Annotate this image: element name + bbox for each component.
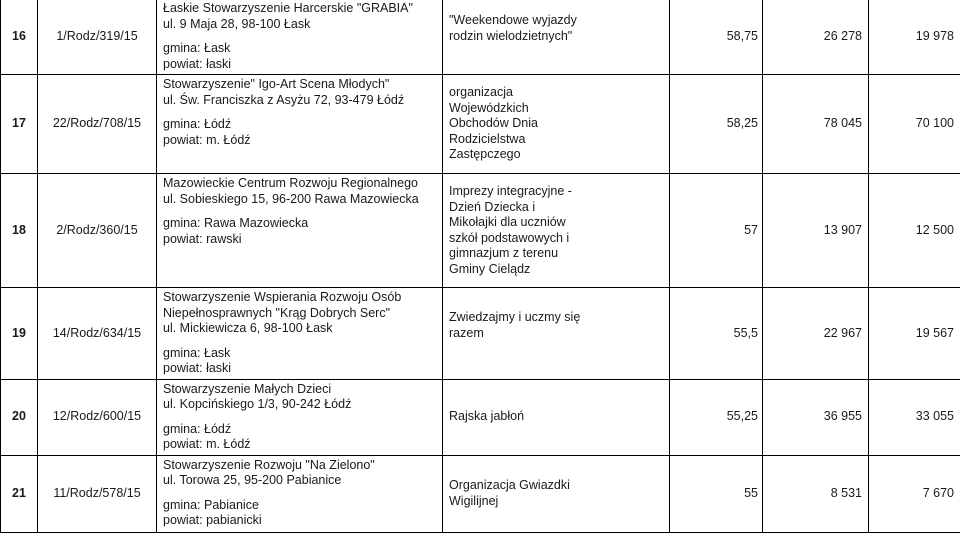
requested-amount: 36 955 [763, 379, 869, 455]
organization-powiat: powiat: rawski [163, 231, 242, 246]
table-row [1, 0, 960, 75]
score: 58,25 [670, 75, 763, 174]
organization-gmina: gmina: Rawa Mazowiecka [163, 216, 309, 230]
organization-gmina: gmina: Łódź [163, 421, 232, 436]
task-title-cell [443, 379, 670, 455]
requested-amount: 78 045 [763, 75, 869, 174]
task-title: Gminy Cielądz [449, 261, 531, 276]
granted-amount: 19 978 [869, 0, 960, 75]
task-title: Organizacja Gwiazdki [449, 478, 570, 492]
requested-amount: 13 907 [763, 174, 869, 288]
task-title: Dzień Dziecka i [449, 199, 536, 214]
task-title: Rodzicielstwa [449, 131, 526, 146]
row-number: 21 [1, 455, 38, 532]
score: 55 [670, 455, 763, 532]
registration-number: 12/Rodz/600/15 [38, 379, 157, 455]
task-title: "Weekendowe wyjazdy [449, 13, 577, 27]
organization-gmina: gmina: Łask [163, 345, 231, 360]
organization-powiat: powiat: m. Łódź [163, 132, 251, 147]
organization-address: ul. Mickiewicza 6, 98-100 Łask [163, 321, 333, 335]
granted-amount: 70 100 [869, 75, 960, 174]
organization-name: Mazowieckie Centrum Rozwoju Regionalnego [163, 176, 418, 190]
task-title: gimnazjum z terenu [449, 246, 559, 260]
organization-powiat: powiat: pabianicki [163, 513, 262, 527]
task-title: organizacja [449, 85, 513, 100]
organization-cell [157, 288, 443, 380]
organization-powiat: powiat: łaski [163, 361, 232, 375]
registration-number: 1/Rodz/319/15 [38, 0, 157, 75]
organization-cell [157, 379, 443, 455]
organization-name: Stowarzyszenie" Igo-Art Scena Młodych" [163, 77, 390, 91]
organization-cell [157, 0, 443, 75]
organization-cell [157, 174, 443, 288]
task-title-cell [443, 0, 670, 75]
score: 55,5 [670, 288, 763, 380]
registration-number: 11/Rodz/578/15 [38, 455, 157, 532]
organization-address: ul. Sobieskiego 15, 96-200 Rawa Mazowiecka [163, 191, 419, 206]
score: 55,25 [670, 379, 763, 455]
organization-address: ul. Św. Franciszka z Asyżu 72, 93-479 Łódź [163, 92, 405, 107]
granted-amount: 7 670 [869, 455, 960, 532]
organization-address: ul. 9 Maja 28, 98-100 Łask [163, 16, 311, 31]
organization-powiat: powiat: m. Łódź [163, 437, 251, 451]
granted-amount: 19 567 [869, 288, 960, 380]
organization-gmina: gmina: Łódź [163, 117, 232, 131]
organization-gmina: gmina: Pabianice [163, 497, 259, 512]
task-title: Rajska jabłoń [449, 409, 525, 424]
task-title: Zastępczego [449, 147, 521, 162]
organization-name: Stowarzyszenie Wspierania Rozwoju Osób [163, 290, 402, 304]
organization-address: ul. Kopcińskiego 1/3, 90-242 Łódź [163, 397, 352, 411]
task-title: razem [449, 325, 484, 340]
task-title-cell [443, 288, 670, 380]
table-row [1, 174, 960, 288]
requested-amount: 8 531 [763, 455, 869, 532]
task-title-cell [443, 455, 670, 532]
registration-number: 14/Rodz/634/15 [38, 288, 157, 380]
task-title: Zwiedzajmy i uczmy się [449, 310, 581, 324]
table-row [1, 75, 960, 174]
task-title: Obchodów Dnia [449, 116, 538, 131]
task-title: Mikołajki dla uczniów [449, 215, 566, 229]
organization-name: Łaskie Stowarzyszenie Harcerskie "GRABIA" [163, 1, 413, 15]
task-title: Wigilijnej [449, 493, 499, 508]
task-title: rodzin wielodzietnych" [449, 28, 573, 43]
granted-amount: 12 500 [869, 174, 960, 288]
table-row [1, 288, 960, 380]
table-row [1, 379, 960, 455]
organization-address: ul. Torowa 25, 95-200 Pabianice [163, 473, 342, 487]
task-title-cell [443, 174, 670, 288]
organization-powiat: powiat: łaski [163, 56, 232, 71]
table-row [1, 455, 960, 532]
organization-cell [157, 75, 443, 174]
score: 58,75 [670, 0, 763, 75]
task-title: Imprezy integracyjne - [449, 184, 572, 198]
task-title: Wojewódzkich [449, 100, 529, 115]
registration-number: 2/Rodz/360/15 [38, 174, 157, 288]
organization-name: Stowarzyszenie Rozwoju "Na Zielono" [163, 457, 375, 472]
organization-name: Stowarzyszenie Małych Dzieci [163, 381, 332, 396]
task-title-cell [443, 75, 670, 174]
granted-amount: 33 055 [869, 379, 960, 455]
row-number: 16 [1, 0, 38, 75]
row-number: 17 [1, 75, 38, 174]
row-number: 18 [1, 174, 38, 288]
score: 57 [670, 174, 763, 288]
requested-amount: 22 967 [763, 288, 869, 380]
row-number: 20 [1, 379, 38, 455]
organization-name: Niepełnosprawnych "Krąg Dobrych Serc" [163, 305, 391, 320]
organization-gmina: gmina: Łask [163, 41, 231, 55]
organization-cell [157, 455, 443, 532]
requested-amount: 26 278 [763, 0, 869, 75]
task-title: szkół podstawowych i [449, 230, 570, 245]
registration-number: 22/Rodz/708/15 [38, 75, 157, 174]
row-number: 19 [1, 288, 38, 380]
